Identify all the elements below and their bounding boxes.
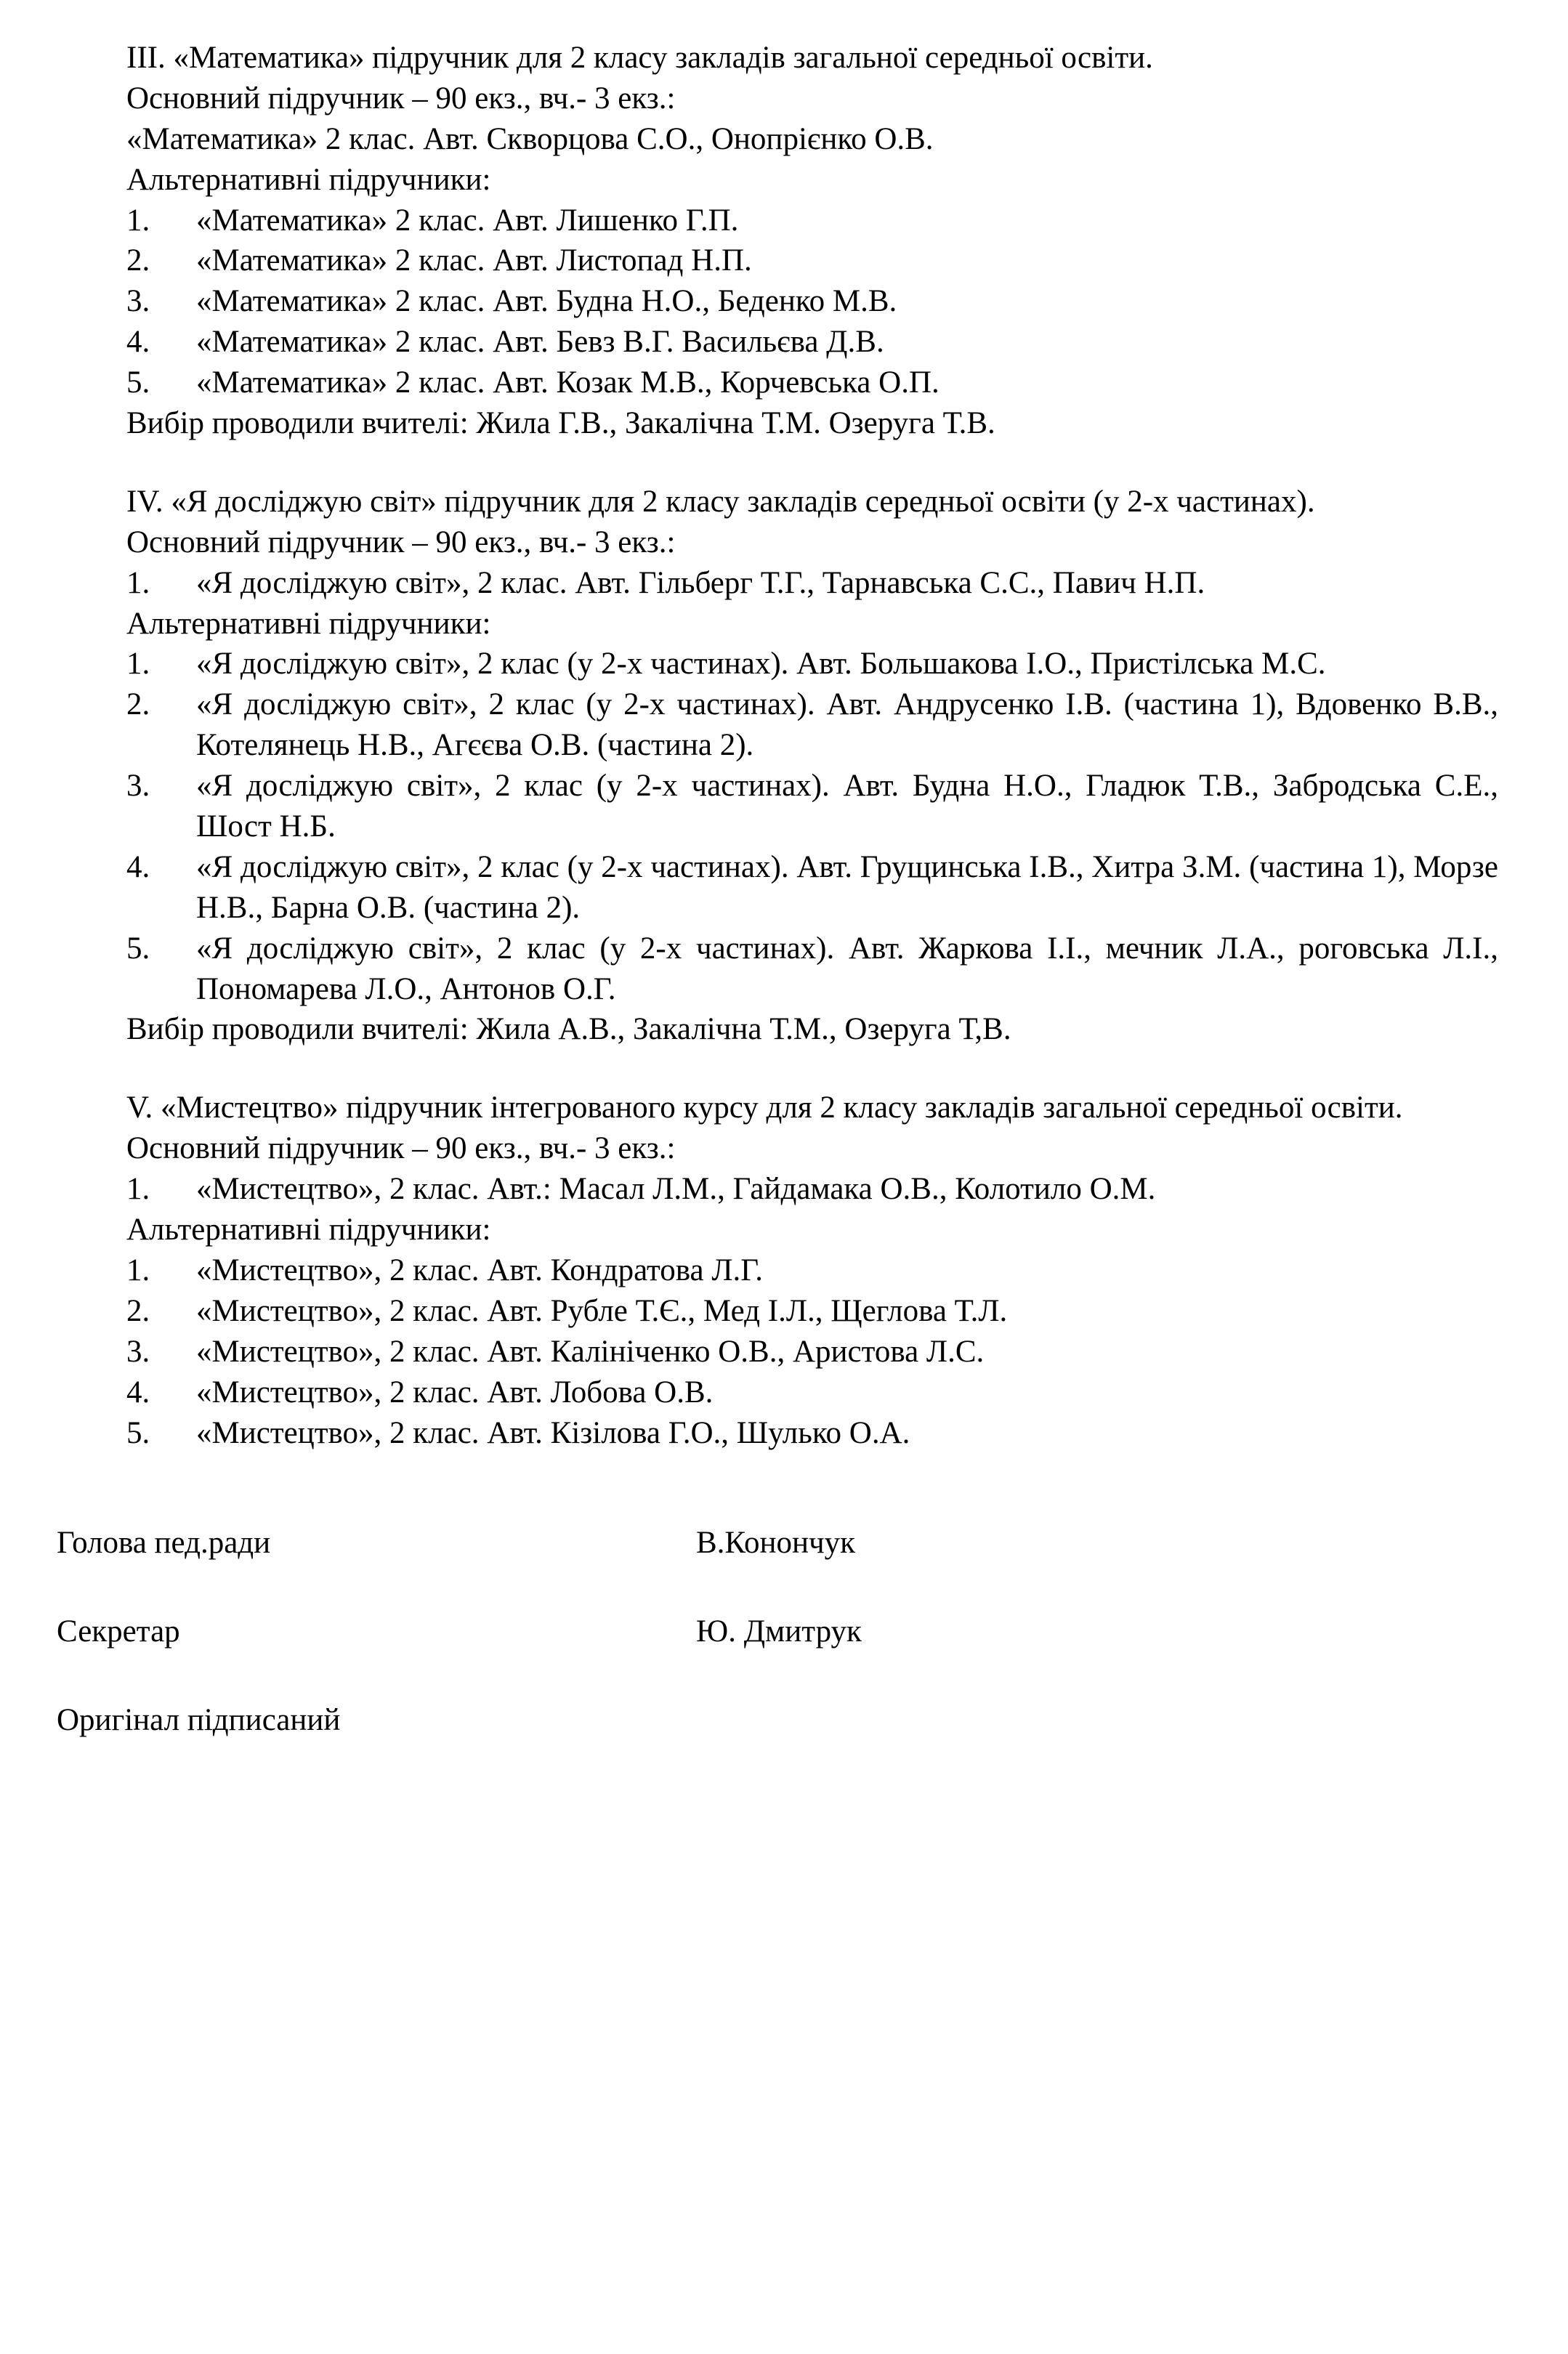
original-signed-note: Оригінал підписаний	[57, 1703, 341, 1738]
list-item-text: «Я досліджую світ», 2 клас (у 2-х частинах). Авт. Большакова І.О., Пристілська М.С.	[196, 647, 1326, 681]
list-item-text: «Мистецтво», 2 клас. Авт. Кізілова Г.О., Шулько О.А.	[196, 1415, 910, 1450]
list-item	[57, 766, 1498, 847]
signature-name: В.Конончук	[696, 1526, 856, 1561]
list-item	[57, 281, 1498, 322]
main-supply-line: Основний підручник – 90 екз., вч.- 3 екз.:	[126, 525, 676, 559]
list-item	[57, 240, 1498, 281]
list-item-number: 3.	[126, 769, 150, 804]
list-item-text: «Я досліджую світ», 2 клас (у 2-х частинах). Авт. Андрусенко І.В. (частина 1), Вдовенко В.В., Котелянець Н.В., Агєєва О.В. (частина 2).	[196, 687, 1498, 763]
list-item-text: «Я досліджую світ», 2 клас. Авт. Гільберг Т.Г., Тарнавська С.С., Павич Н.П.	[196, 565, 1205, 600]
list-item-number: 5.	[126, 931, 150, 966]
section-v	[57, 1088, 1498, 1453]
alternative-label: Альтернативні підручники:	[126, 162, 491, 197]
list-item	[57, 1332, 1498, 1372]
section-heading: V. «Мистецтво» підручник інтегрованого курсу для 2 класу закладів загальної середньої освіти.	[126, 1091, 1403, 1125]
list-item-number: 2.	[126, 1293, 150, 1328]
document-body	[57, 38, 1498, 1741]
list-item	[57, 684, 1498, 766]
choice-line: Вибір проводили вчителі: Жила Г.В., Закалічна Т.М. Озеруга Т.В.	[126, 406, 995, 441]
section-heading: III. «Математика» підручник для 2 класу закладів загальної середньої освіти.	[126, 41, 1153, 75]
list-item-text: «Я досліджую світ», 2 клас (у 2-х частинах). Авт. Грущинська І.В., Хитра З.М. (частина 1), Морзе Н.В., Барна О.В. (частина 2).	[196, 849, 1498, 925]
list-item-text: «Математика» 2 клас. Авт. Бевз В.Г. Васильєва Д.В.	[196, 325, 884, 360]
section-iii	[57, 38, 1498, 444]
list-item	[57, 929, 1498, 1010]
list-item-number: 2.	[126, 243, 150, 278]
list-item-number: 1.	[126, 1253, 150, 1287]
list-item-text: «Мистецтво», 2 клас. Авт. Лобова О.В.	[196, 1375, 714, 1409]
section-iv	[57, 482, 1498, 1050]
list-item-number: 1.	[126, 565, 150, 600]
list-item-text: «Математика» 2 клас. Авт. Лишенко Г.П.	[196, 203, 739, 238]
list-item-number: 5.	[126, 1415, 150, 1450]
section-spacer	[57, 444, 1498, 482]
list-item-text: «Я досліджую світ», 2 клас (у 2-х частинах). Авт. Жаркова І.І., мечник Л.А., роговська Л.І., Пономарева Л.О., Антонов О.Г.	[196, 931, 1498, 1006]
section-heading: IV. «Я досліджую світ» підручник для 2 класу закладів середньої освіти (у 2-х частинах).	[126, 484, 1315, 519]
list-item-text: «Мистецтво», 2 клас. Авт. Кондратова Л.Г.	[196, 1253, 764, 1287]
main-supply-line: Основний підручник – 90 екз., вч.- 3 екз.:	[126, 1131, 676, 1166]
main-supply-line: Основний підручник – 90 екз., вч.- 3 екз.:	[126, 81, 676, 116]
signature-row	[57, 1611, 1498, 1652]
list-item	[57, 1372, 1498, 1413]
list-item	[57, 363, 1498, 403]
signature-role: Секретар	[57, 1614, 180, 1649]
list-item-text: «Мистецтво», 2 клас. Авт. Калініченко О.В., Аристова Л.С.	[196, 1334, 985, 1369]
list-item-text: «Мистецтво», 2 клас. Авт.: Масал Л.М., Гайдамака О.В., Колотило О.М.	[196, 1172, 1156, 1207]
signature-block	[57, 1523, 1498, 1741]
list-item	[57, 1250, 1498, 1291]
section-spacer	[57, 1050, 1498, 1088]
signature-role: Голова пед.ради	[57, 1526, 271, 1561]
list-item-number: 4.	[126, 325, 150, 360]
list-item-text: «Математика» 2 клас. Авт. Козак М.В., Корчевська О.П.	[196, 365, 939, 400]
signature-name: Ю. Дмитрук	[696, 1614, 862, 1649]
signature-row	[57, 1523, 1498, 1564]
list-item-number: 1.	[126, 203, 150, 238]
list-item-number: 4.	[126, 849, 150, 884]
list-item	[57, 1291, 1498, 1332]
choice-line: Вибір проводили вчителі: Жила А.В., Закалічна Т.М., Озеруга Т,В.	[126, 1012, 1011, 1047]
list-item	[57, 1169, 1498, 1210]
list-item-number: 3.	[126, 284, 150, 319]
list-item	[57, 847, 1498, 929]
list-item-number: 4.	[126, 1375, 150, 1409]
list-item-number: 1.	[126, 647, 150, 681]
alternative-label: Альтернативні підручники:	[126, 606, 491, 641]
list-item-text: «Математика» 2 клас. Авт. Будна Н.О., Беденко М.В.	[196, 284, 897, 319]
list-item	[57, 1413, 1498, 1454]
list-item-text: «Математика» 2 клас. Авт. Листопад Н.П.	[196, 243, 752, 278]
list-item-number: 3.	[126, 1334, 150, 1369]
list-item	[57, 201, 1498, 241]
list-item-number: 2.	[126, 687, 150, 722]
list-item-number: 1.	[126, 1172, 150, 1207]
list-item-number: 5.	[126, 365, 150, 400]
list-item-text: «Мистецтво», 2 клас. Авт. Рубле Т.Є., Мед І.Л., Щеглова Т.Л.	[196, 1293, 1008, 1328]
list-item	[57, 563, 1498, 604]
alternative-label: Альтернативні підручники:	[126, 1213, 491, 1247]
main-textbook: «Математика» 2 клас. Авт. Скворцова С.О., Онопрієнко О.В.	[126, 121, 934, 156]
list-item	[57, 322, 1498, 363]
list-item	[57, 644, 1498, 684]
list-item-text: «Я досліджую світ», 2 клас (у 2-х частинах). Авт. Будна Н.О., Гладюк Т.В., Забродська С.Е., Шост Н.Б.	[196, 769, 1498, 844]
